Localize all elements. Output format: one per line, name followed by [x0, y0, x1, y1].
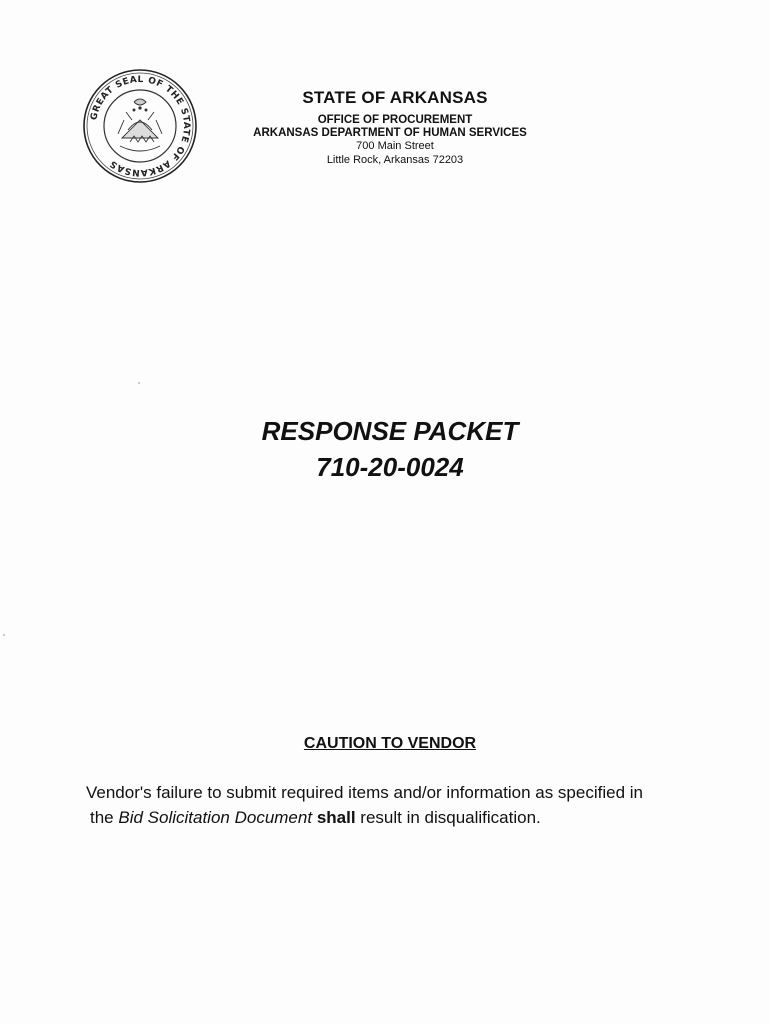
state-seal-icon — [82, 68, 198, 184]
caution-line-2-prefix: the — [90, 808, 119, 827]
caution-emphasis: shall — [316, 808, 356, 827]
caution-body — [86, 780, 726, 830]
department-name: ARKANSAS DEPARTMENT OF HUMAN SERVICES — [253, 127, 527, 139]
scan-speck — [138, 382, 140, 384]
caution-line-2 — [86, 805, 726, 830]
office-name: OFFICE OF PROCUREMENT — [317, 114, 473, 126]
street-address: 700 Main Street — [356, 140, 434, 152]
caution-line-2-suffix: result in disqualification. — [355, 808, 541, 827]
city-address: Little Rock, Arkansas 72203 — [326, 154, 464, 166]
solicitation-number: 710-20-0024 — [316, 452, 464, 482]
caution-heading: CAUTION TO VENDOR — [303, 735, 477, 752]
title-line: RESPONSE PACKET — [261, 416, 519, 446]
letterhead — [230, 88, 560, 166]
caution-line-1: Vendor's failure to submit required items and/or information as specified in — [86, 783, 643, 802]
document-title — [200, 413, 580, 485]
state-name: STATE OF ARKANSAS — [302, 88, 488, 107]
seal-ring-text: GREAT SEAL OF THE STATE OF ARKANSAS — [89, 74, 192, 178]
bid-solicitation-document-ref: Bid Solicitation Document — [118, 808, 313, 827]
scan-speck — [3, 634, 5, 636]
